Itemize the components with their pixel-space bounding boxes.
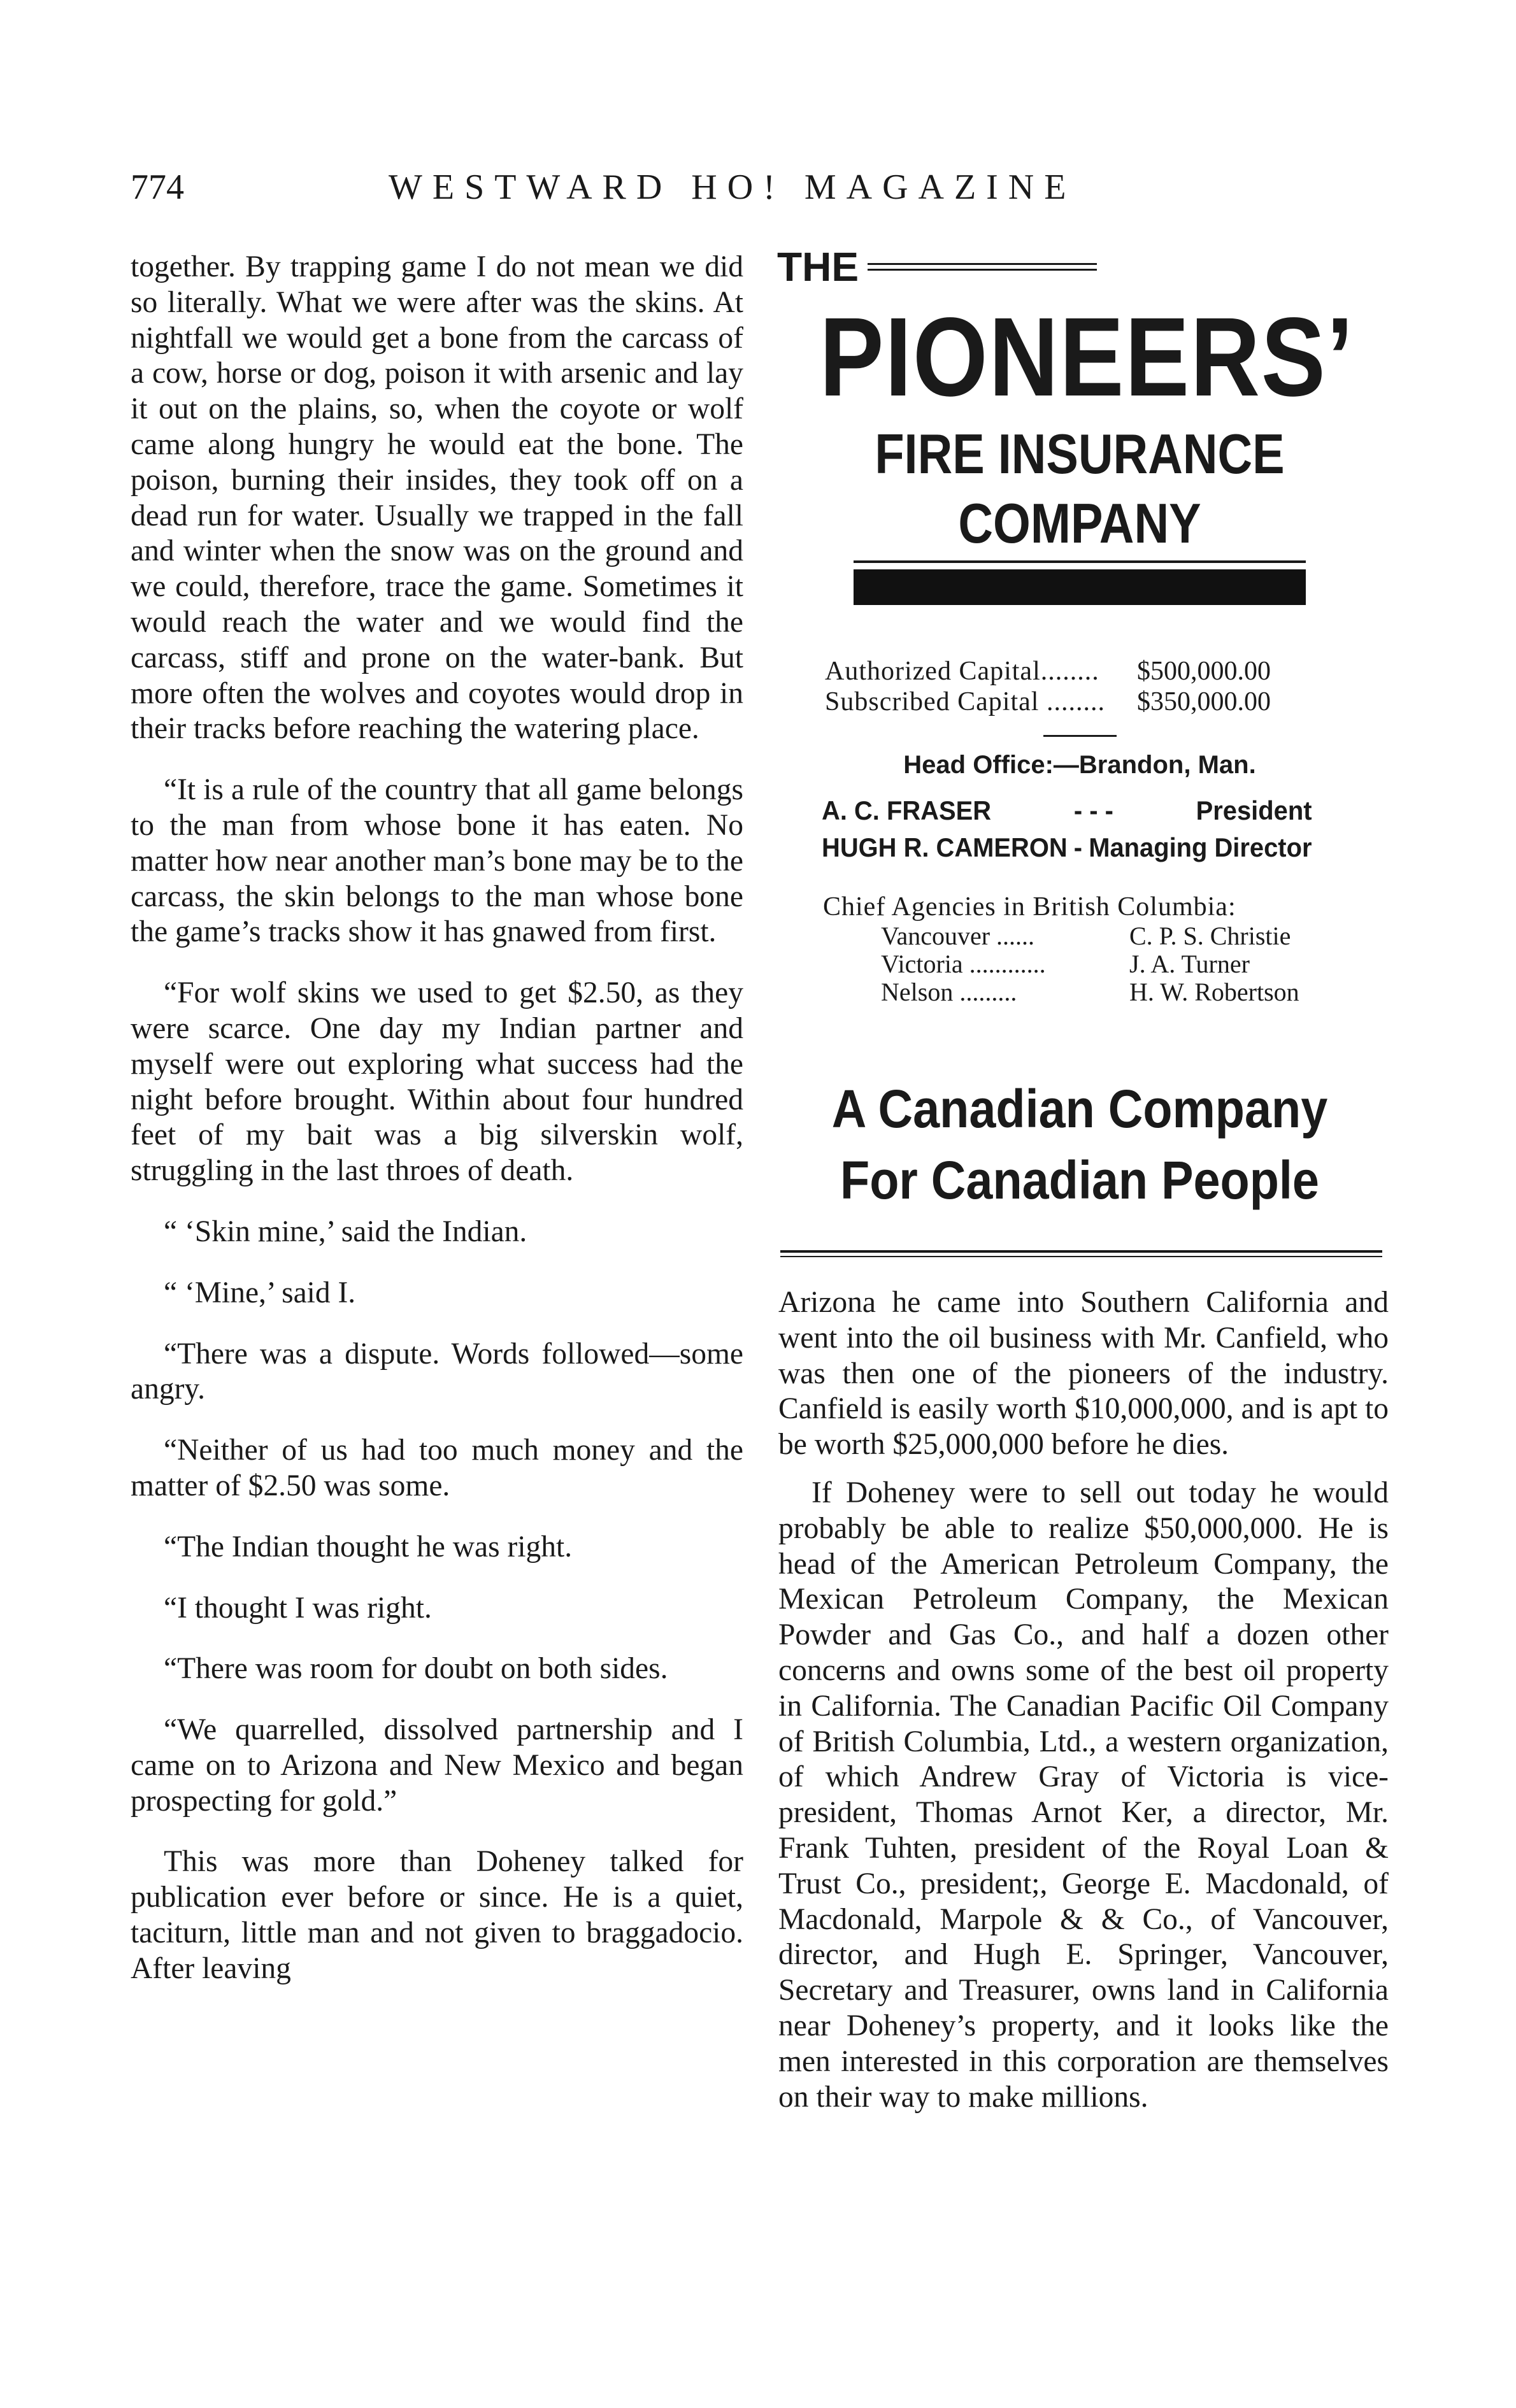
paragraph: “It is a rule of the country that all game belongs to the man from whose bone it has eaten. No matter how near another man’s bone may be to the carcass, the skin belongs to the man whose bone the game’s tracks show it has gnawed from first. — [131, 773, 743, 949]
ad-bottom-rule-thin — [780, 1256, 1382, 1257]
right-column — [778, 1285, 1389, 2115]
officer-title: President — [1196, 795, 1312, 825]
paragraph: “Neither of us had too much money and the matter of $2.50 was some. — [131, 1434, 743, 1502]
page-number: 774 — [131, 167, 184, 207]
agency-agent: C. P. S. Christie — [1129, 922, 1291, 950]
subscribed-capital-label: Subscribed Capital ........ — [825, 687, 1105, 716]
ad-agencies-title: Chief Agencies in British Columbia: — [823, 892, 1236, 922]
ad-agencies-list — [881, 922, 1352, 1006]
subscribed-capital-value: $350,000.00 — [1137, 687, 1271, 716]
paragraph: “The Indian thought he was right. — [164, 1530, 573, 1564]
insurance-advertisement — [777, 245, 1382, 1216]
paragraph: “ ‘Mine,’ said I. — [164, 1276, 356, 1309]
ad-the-row — [777, 245, 1382, 289]
agency-city: Vancouver ...... — [881, 922, 1035, 950]
agency-city: Nelson ......... — [881, 978, 1017, 1006]
left-column — [131, 250, 743, 1987]
paragraph: “There was room for doubt on both sides. — [164, 1652, 668, 1686]
ad-capital-block — [825, 656, 1382, 717]
ad-divider — [854, 560, 1306, 563]
running-head: WESTWARD HO! MAGAZINE — [389, 167, 1076, 207]
ad-black-bar — [854, 569, 1306, 605]
agency-agent: H. W. Robertson — [1129, 978, 1299, 1006]
agency-row — [881, 978, 1352, 1006]
ad-officer-row — [822, 829, 1312, 866]
officer-dashes: - — [1073, 832, 1083, 862]
ad-double-rule — [868, 263, 1097, 271]
officer-dashes: - - - — [1073, 795, 1113, 825]
paragraph: “ ‘Skin mine,’ said the Indian. — [164, 1215, 527, 1248]
ad-company-word: COMPANY — [958, 492, 1201, 555]
ad-company-name: PIONEERS’ — [819, 295, 1355, 420]
paragraph: If Doheney were to sell out today he would probably be able to realize $50,000,000. He is head of the American Petroleum Company, the Mexican Petroleum Company, the Mexican Powder and Gas Co., and half a dozen other concerns and owns some of the best oil property in California. The Canadian Pacific Oil Company of British Columbia, Ltd., a western organization, of which Andrew Gray of Victoria is vice-president, Thomas Arnot Ker, a director, Mr. Frank Tuhten, president of the Royal Loan & Trust Co., president;, George E. Macdonald, of Macdonald, Marpole & & Co., of Vancouver, director, and Hugh E. Springer, Vancouver, Secretary and Treasurer, owns land in California near Doheney’s property, and it looks like the men interested in this corporation are themselves on their way to make millions. — [778, 1476, 1389, 2114]
agency-city: Victoria ............ — [881, 950, 1046, 978]
paragraph: “We quarrelled, dissolved partnership and I came on to Arizona and New Mexico and began prospecting for gold.” — [131, 1713, 743, 1818]
paragraph: Arizona he came into Southern California and went into the oil business with Mr. Canfield, who was then one of the pioneers of the industry. Canfield is easily worth $10,000,000, and is apt to be worth $25,000,000 before he dies. — [778, 1286, 1389, 1462]
authorized-capital-value: $500,000.00 — [1137, 657, 1271, 686]
agency-row — [881, 922, 1352, 950]
paragraph: This was more than Doheney talked for publication ever before or since. He is a quiet, taciturn, little man and not given to braggadocio. After leaving — [131, 1845, 743, 1985]
officer-name: A. C. FRASER — [822, 795, 992, 825]
subscribed-capital-row — [825, 687, 1382, 717]
page-header — [121, 167, 1420, 224]
agency-row — [881, 950, 1352, 978]
ad-the: THE — [777, 244, 859, 290]
ad-slogan-line-1: A Canadian Company — [831, 1079, 1328, 1139]
authorized-capital-label: Authorized Capital........ — [825, 657, 1099, 686]
ad-head-office: Head Office:—Brandon, Man. — [903, 751, 1256, 779]
authorized-capital-row — [825, 656, 1382, 687]
paragraph: together. By trapping game I do not mean we did so literally. What we were after was the skins. At nightfall we would get a bone from the carcass of a cow, horse or dog, poison it with arsenic and lay it out on the plains, so, when the coyote or wolf came along hungry he would eat the bone. The poison, burning their insides, they took off on a dead run for water. Usually we trapped in the fall and winter when the snow was on the ground and we could, therefore, trace the game. Sometimes it would reach the water and we would find the carcass, stiff and prone on the water-bank. But more often the wolves and coyotes would drop in their tracks before reaching the watering place. — [131, 250, 743, 746]
ad-fire-insurance: FIRE INSURANCE — [875, 422, 1285, 485]
agency-agent: J. A. Turner — [1129, 950, 1250, 978]
officer-name: HUGH R. CAMERON — [822, 832, 1068, 862]
ad-bottom-rule — [780, 1250, 1382, 1253]
ad-officer-row — [822, 792, 1312, 829]
paragraph: “There was a dispute. Words followed—some angry. — [131, 1337, 743, 1406]
officer-title: Managing Director — [1089, 832, 1312, 862]
paragraph: “For wolf skins we used to get $2.50, as they were scarce. One day my Indian partner and myself were out exploring what success had the night before brought. Within about four hundred feet of my bait was a big silverskin wolf, struggling in the last throes of death. — [131, 976, 743, 1188]
ad-slogan-line-2: For Canadian People — [840, 1150, 1319, 1210]
paragraph: “I thought I was right. — [164, 1591, 432, 1625]
ad-short-divider — [1043, 735, 1117, 737]
